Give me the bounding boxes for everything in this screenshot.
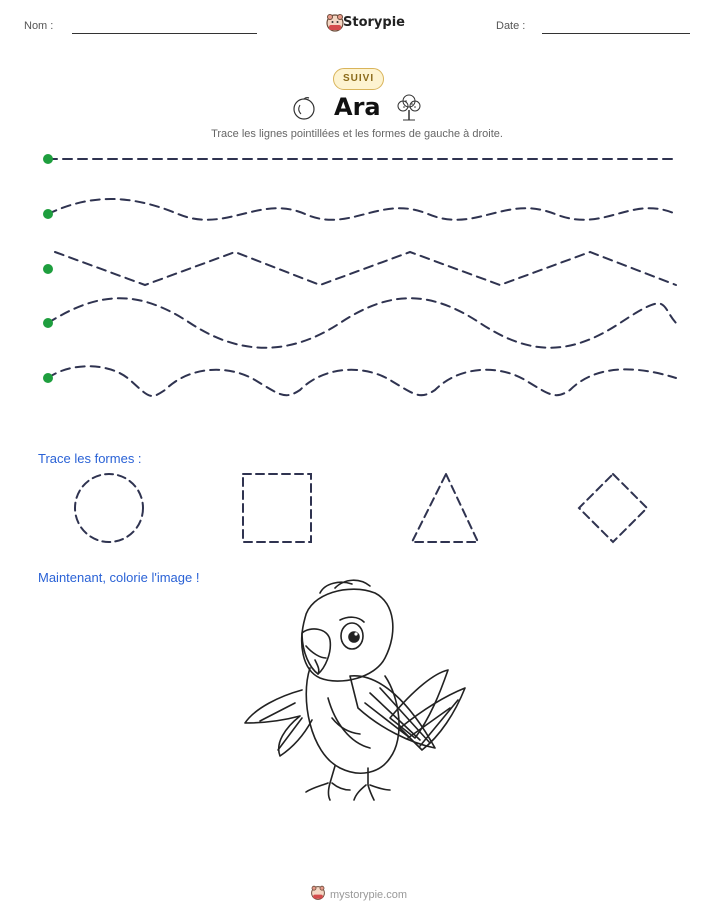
date-label: Date : <box>496 20 526 32</box>
name-line[interactable] <box>72 33 257 34</box>
date-line[interactable] <box>542 33 690 34</box>
start-dot-2 <box>43 209 53 219</box>
trace-line-zigzag <box>55 252 676 285</box>
footer-logo-icon <box>310 885 326 901</box>
start-dot-1 <box>43 154 53 164</box>
plum-icon <box>291 95 317 121</box>
brand-name: Storypie <box>343 15 405 30</box>
shape-triangle <box>412 474 478 542</box>
tree-icon <box>395 92 423 122</box>
footer-url[interactable]: mystorypie.com <box>330 889 408 901</box>
coloring-section-label: Maintenant, colorie l'image ! <box>38 570 200 585</box>
storypie-logo-icon <box>325 13 345 33</box>
start-dot-3 <box>43 264 53 274</box>
shape-square <box>243 474 311 542</box>
name-label: Nom : <box>24 20 54 32</box>
start-dot-5 <box>43 373 53 383</box>
shapes-section-label: Trace les formes : <box>38 451 142 466</box>
trace-line-wave <box>48 199 676 220</box>
page-title: Ara <box>334 93 381 121</box>
instructions: Trace les lignes pointillées et les formes de gauche à droite. <box>211 128 503 140</box>
start-dot-4 <box>43 318 53 328</box>
trace-line-bumps <box>48 366 676 396</box>
shape-diamond <box>579 474 647 542</box>
trace-line-wave-large <box>48 298 676 348</box>
shape-circle <box>75 474 143 542</box>
level-badge: SUIVI <box>333 68 384 90</box>
parrot-coloring-image <box>240 578 475 813</box>
